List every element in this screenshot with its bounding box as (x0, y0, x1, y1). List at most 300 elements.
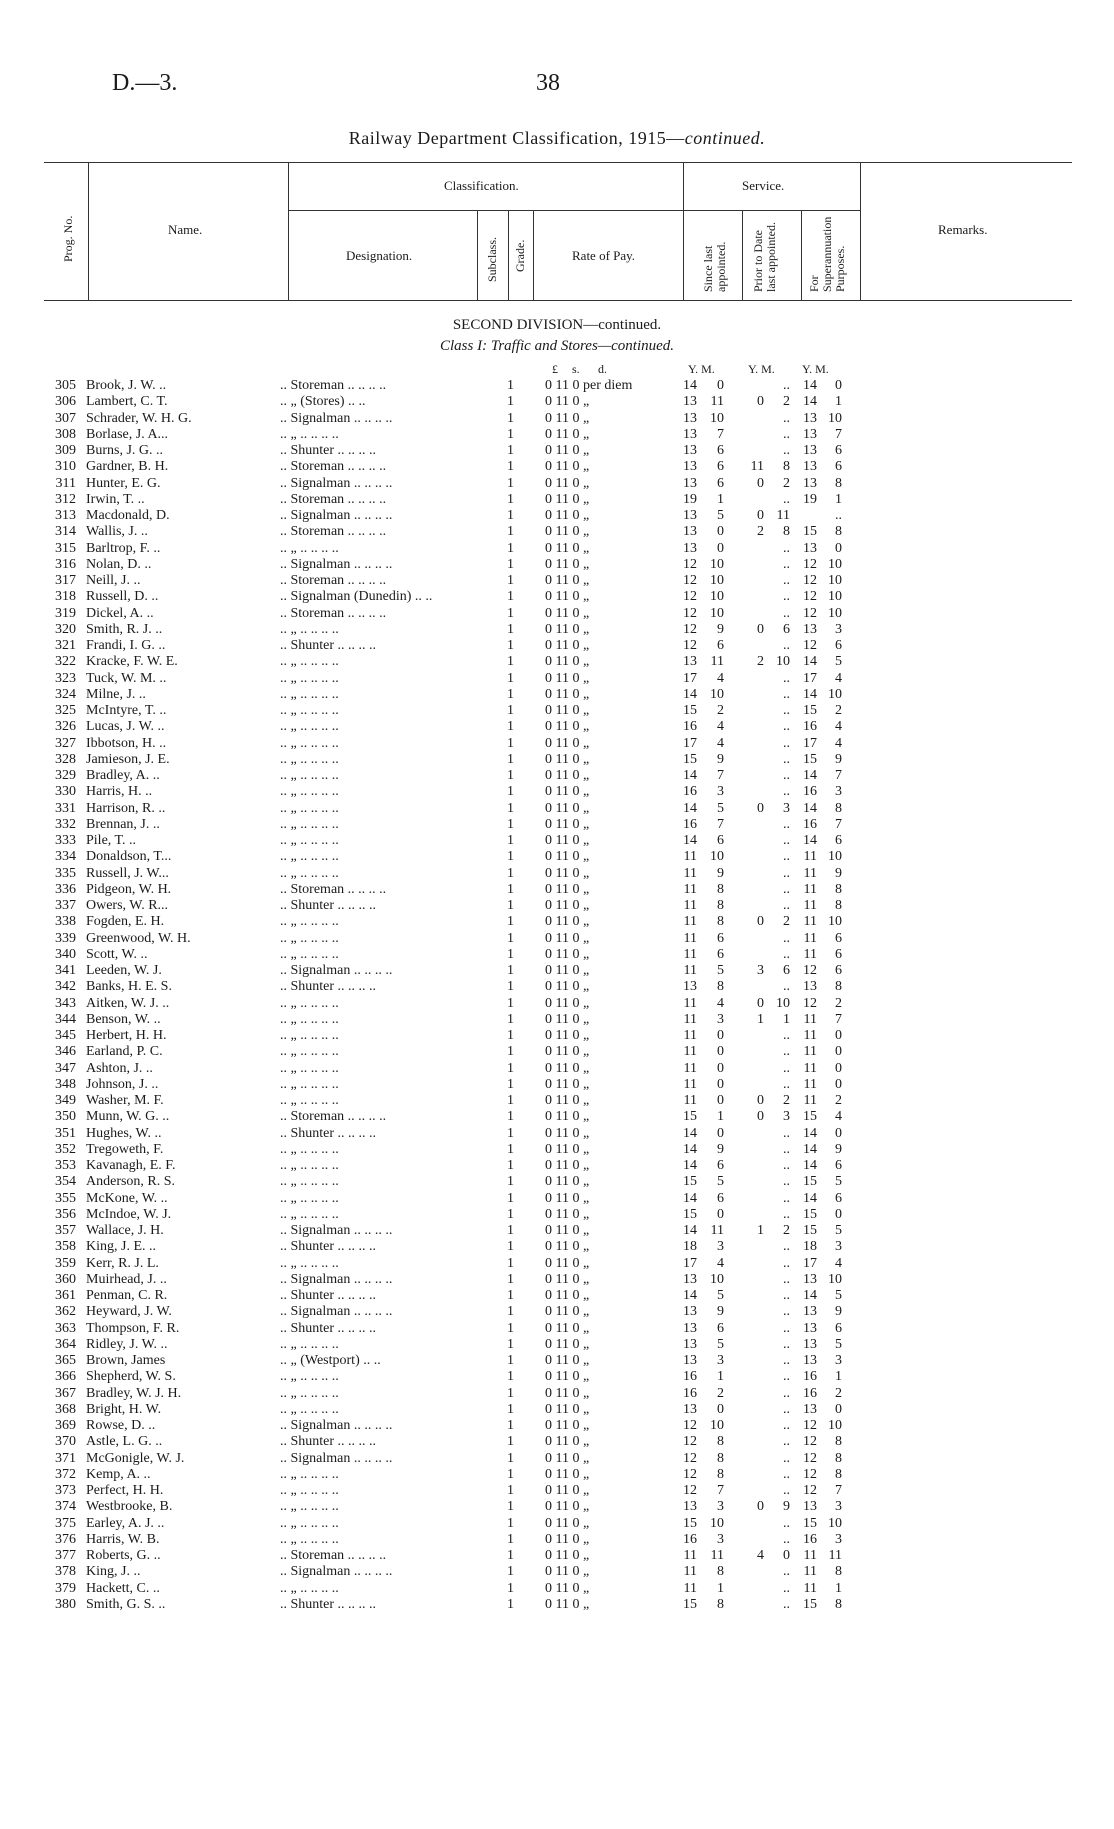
prog-no-cell: 339 (55, 930, 76, 946)
prog-no-cell: 343 (55, 995, 76, 1011)
name-cell: Barltrop, F. .. (86, 540, 161, 556)
name-cell: Kracke, F. W. E. (86, 654, 178, 670)
name-cell: Gardner, B. H. (86, 459, 169, 475)
grade-cell: 1 (507, 1353, 514, 1368)
grade-cell: 1 (507, 1060, 514, 1076)
prior-years-cell: 1 (757, 1223, 764, 1238)
grade-cell: 1 (507, 508, 514, 523)
prior-years-cell: 0 (757, 475, 764, 491)
since-months-cell: 8 (717, 881, 724, 897)
prior-months-cell: 2 (783, 475, 790, 491)
table-row (0, 1239, 1114, 1255)
prior-months-cell: 6 (783, 621, 790, 637)
name-cell: Hackett, C. .. (86, 1580, 160, 1596)
designation-cell: .. „ .. .. .. .. (280, 1028, 339, 1043)
since-months-cell: 8 (717, 1434, 724, 1450)
total-months-cell: 5 (835, 1223, 842, 1238)
prior-months-cell: .. (783, 703, 790, 718)
rate-cell: 0 11 0 „ (545, 1336, 590, 1352)
name-cell: Tregoweth, F. (86, 1141, 164, 1157)
header-top-rule (44, 162, 1072, 163)
designation-cell: .. „ .. .. .. .. (280, 849, 339, 865)
table-row (0, 508, 1114, 524)
prog-no-cell: 325 (55, 703, 76, 718)
since-years-cell: 16 (683, 1531, 697, 1547)
designation-cell: .. „ .. .. .. .. (280, 768, 339, 783)
prog-no-cell: 370 (55, 1434, 76, 1450)
table-row (0, 703, 1114, 719)
rate-cell: 0 11 0 „ (545, 1239, 590, 1255)
prog-no-cell: 371 (55, 1450, 76, 1466)
since-years-cell: 14 (683, 1125, 697, 1141)
total-months-cell: 4 (835, 719, 842, 735)
prog-no-cell: 313 (55, 508, 76, 523)
since-months-cell: 6 (717, 475, 724, 491)
prog-no-cell: 372 (55, 1466, 76, 1482)
prog-no-cell: 358 (55, 1239, 76, 1255)
designation-cell: .. „ .. .. .. .. (280, 621, 339, 637)
name-cell: Heyward, J. W. (86, 1304, 172, 1320)
grade-cell: 1 (507, 768, 514, 783)
grade-cell: 1 (507, 1385, 514, 1401)
grade-cell: 1 (507, 1255, 514, 1271)
prog-no-cell: 346 (55, 1044, 76, 1060)
grade-cell: 1 (507, 914, 514, 930)
prior-months-cell: .. (783, 686, 790, 702)
grade-cell: 1 (507, 719, 514, 735)
grade-cell: 1 (507, 849, 514, 865)
total-years-cell: 11 (803, 914, 817, 930)
prog-no-cell: 326 (55, 719, 76, 735)
since-years-cell: 14 (683, 1190, 697, 1206)
total-months-cell: 7 (835, 1011, 842, 1027)
prog-no-cell: 359 (55, 1255, 76, 1271)
grade-cell: 1 (507, 703, 514, 718)
designation-cell: .. „ .. .. .. .. (280, 816, 339, 832)
prior-years-cell: 0 (757, 914, 764, 930)
name-cell: McKone, W. .. (86, 1190, 168, 1206)
total-months-cell: 6 (835, 946, 842, 962)
since-years-cell: 13 (683, 443, 697, 458)
since-months-cell: 9 (717, 621, 724, 637)
total-months-cell: 8 (835, 475, 842, 491)
prior-months-cell: .. (783, 1353, 790, 1368)
name-cell: King, J. E. .. (86, 1239, 156, 1255)
table-row (0, 768, 1114, 784)
since-years-cell: 12 (683, 621, 697, 637)
table-row (0, 1418, 1114, 1434)
prior-months-cell: .. (783, 1206, 790, 1222)
table-row (0, 1126, 1114, 1142)
total-years-cell: 12 (803, 589, 817, 605)
rate-cell: 0 11 0 „ (545, 1466, 590, 1482)
rate-cell: 0 11 0 „ (545, 638, 590, 653)
table-row (0, 898, 1114, 914)
name-cell: McIntyre, T. .. (86, 703, 167, 718)
prior-months-cell: .. (783, 1369, 790, 1385)
table-row (0, 849, 1114, 865)
prior-months-cell: .. (783, 1336, 790, 1352)
prior-months-cell: .. (783, 1141, 790, 1157)
table-row (0, 947, 1114, 963)
total-years-cell: 16 (803, 1531, 817, 1547)
classification-table-body (0, 378, 1114, 1613)
prior-months-cell: 0 (783, 1548, 790, 1563)
designation-cell: .. „ .. .. .. .. (280, 1206, 339, 1222)
since-months-cell: 6 (717, 638, 724, 653)
name-cell: Lucas, J. W. .. (86, 719, 165, 735)
prior-months-cell: .. (783, 865, 790, 881)
prog-no-cell: 337 (55, 898, 76, 913)
table-row (0, 963, 1114, 979)
total-years-cell: 12 (803, 963, 817, 978)
table-row (0, 1369, 1114, 1385)
since-months-cell: 6 (717, 930, 724, 946)
prior-months-cell: 10 (776, 995, 790, 1011)
total-months-cell: 1 (835, 1580, 842, 1596)
total-months-cell: 7 (835, 1483, 842, 1498)
name-cell: Banks, H. E. S. (86, 979, 172, 995)
document-code: D.—3. (112, 70, 178, 96)
total-months-cell: 3 (835, 1353, 842, 1368)
table-row (0, 1337, 1114, 1353)
since-years-cell: 19 (683, 491, 697, 507)
rate-cell: 0 11 0 „ (545, 1369, 590, 1385)
total-months-cell: 8 (835, 979, 842, 995)
prior-months-cell: .. (783, 1385, 790, 1401)
prior-months-cell: .. (783, 638, 790, 653)
since-years-cell: 12 (683, 556, 697, 572)
designation-cell: .. Shunter .. .. .. .. (280, 638, 377, 653)
grade-cell: 1 (507, 1174, 514, 1190)
designation-cell: .. „ .. .. .. .. (280, 670, 339, 686)
prior-months-cell: .. (783, 1239, 790, 1255)
total-months-cell: 8 (835, 1596, 842, 1612)
rate-cell: 0 11 0 „ (545, 719, 590, 735)
total-years-cell: 13 (803, 1271, 817, 1287)
table-row (0, 752, 1114, 768)
since-months-cell: 1 (717, 1369, 724, 1385)
name-cell: Brown, James (86, 1353, 166, 1368)
prior-months-cell: .. (783, 556, 790, 572)
total-years-cell: 18 (803, 1239, 817, 1255)
since-years-cell: 14 (683, 1158, 697, 1173)
total-years-cell: 14 (803, 768, 817, 783)
table-row (0, 1109, 1114, 1125)
since-years-cell: 11 (683, 1028, 697, 1043)
since-years-cell: 11 (683, 1564, 697, 1580)
since-years-cell: 12 (683, 605, 697, 621)
designation-cell: .. „ .. .. .. .. (280, 540, 339, 556)
since-years-cell: 17 (683, 670, 697, 686)
rate-cell: 0 11 0 „ (545, 849, 590, 865)
grade-cell: 1 (507, 1158, 514, 1173)
since-years-cell: 12 (683, 1450, 697, 1466)
name-cell: Penman, C. R. (86, 1288, 168, 1303)
rate-cell: 0 11 0 „ (545, 1401, 590, 1417)
prior-months-cell: .. (783, 1125, 790, 1141)
designation-cell: .. Shunter .. .. .. .. (280, 1288, 377, 1303)
total-years-cell: 12 (803, 1483, 817, 1498)
prog-no-cell: 309 (55, 443, 76, 458)
total-years-cell: 16 (803, 1369, 817, 1385)
rate-cell: 0 11 0 „ (545, 1515, 590, 1531)
rate-cell: 0 11 0 „ (545, 459, 590, 475)
prog-no-cell: 365 (55, 1353, 76, 1368)
name-cell: Smith, R. J. .. (86, 621, 163, 637)
total-years-cell: 11 (803, 1564, 817, 1580)
designation-cell: .. „ .. .. .. .. (280, 1190, 339, 1206)
designation-cell: .. Signalman .. .. .. .. (280, 963, 393, 978)
total-years-cell: 13 (803, 979, 817, 995)
table-row (0, 1451, 1114, 1467)
designation-cell: .. „ .. .. .. .. (280, 1385, 339, 1401)
total-years-cell: 15 (803, 1515, 817, 1531)
since-months-cell: 9 (717, 751, 724, 767)
since-months-cell: 9 (717, 865, 724, 881)
grade-cell: 1 (507, 1125, 514, 1141)
rate-cell: 0 11 0 „ (545, 1028, 590, 1043)
designation-cell: .. „ .. .. .. .. (280, 833, 339, 848)
name-cell: Muirhead, J. .. (86, 1271, 167, 1287)
prog-no-cell: 314 (55, 524, 76, 540)
rate-cell: 0 11 0 „ (545, 735, 590, 751)
prior-years-cell: 4 (757, 1548, 764, 1563)
col-divider-name (288, 162, 289, 300)
since-years-cell: 13 (683, 1401, 697, 1417)
total-months-cell: 6 (835, 1158, 842, 1173)
prior-months-cell: .. (783, 833, 790, 848)
table-row (0, 1434, 1114, 1450)
total-years-cell: 13 (803, 426, 817, 442)
prog-no-cell: 331 (55, 800, 76, 816)
designation-cell: .. Shunter .. .. .. .. (280, 979, 377, 995)
designation-cell: .. „ .. .. .. .. (280, 1580, 339, 1596)
prog-no-cell: 354 (55, 1174, 76, 1190)
total-months-cell: 3 (835, 1499, 842, 1515)
grade-cell: 1 (507, 573, 514, 588)
since-years-cell: 11 (683, 1060, 697, 1076)
total-months-cell: 10 (828, 1271, 842, 1287)
rate-cell: 0 11 0 „ (545, 1076, 590, 1092)
since-months-cell: 8 (717, 979, 724, 995)
since-months-cell: 6 (717, 443, 724, 458)
name-cell: Rowse, D. .. (86, 1418, 156, 1433)
superannuation-header: For Superannuation Purposes. (807, 216, 847, 292)
rate-cell: 0 11 0 „ (545, 1320, 590, 1336)
rate-cell: 0 11 0 „ (545, 1255, 590, 1271)
total-months-cell: 10 (828, 410, 842, 426)
prior-months-cell: .. (783, 946, 790, 962)
rate-cell: 0 11 0 „ (545, 1531, 590, 1547)
name-cell: Thompson, F. R. (86, 1320, 180, 1336)
prior-months-cell: .. (783, 1304, 790, 1320)
total-months-cell: 10 (828, 605, 842, 621)
total-months-cell: 7 (835, 768, 842, 783)
prog-no-cell: 312 (55, 491, 76, 507)
total-months-cell: 6 (835, 930, 842, 946)
rate-cell: 0 11 0 „ (545, 995, 590, 1011)
grade-cell: 1 (507, 1223, 514, 1238)
prior-years-cell: 0 (757, 1093, 764, 1108)
name-cell: Tuck, W. M. .. (86, 670, 167, 686)
since-years-cell: 13 (683, 1353, 697, 1368)
total-months-cell: 8 (835, 1466, 842, 1482)
since-last-header: Since last appointed. (701, 241, 728, 292)
remarks-header: Remarks. (938, 222, 988, 237)
name-cell: Perfect, H. H. (86, 1483, 164, 1498)
prior-months-cell: 1 (783, 1011, 790, 1027)
rate-cell: 0 11 0 „ (545, 963, 590, 978)
prior-months-cell: .. (783, 1044, 790, 1060)
rate-cell: 0 11 0 „ (545, 1093, 590, 1108)
prior-years-cell: 0 (757, 1499, 764, 1515)
table-row (0, 1402, 1114, 1418)
grade-header: Grade. (513, 239, 527, 272)
total-years-cell: 14 (803, 1158, 817, 1173)
table-row (0, 573, 1114, 589)
table-row (0, 1223, 1114, 1239)
prior-months-cell: .. (783, 1320, 790, 1336)
rate-cell: 0 11 0 „ (545, 1385, 590, 1401)
since-months-cell: 3 (717, 784, 724, 800)
rate-cell: 0 11 0 „ (545, 394, 590, 410)
name-cell: Macdonald, D. (86, 508, 170, 523)
since-years-cell: 14 (683, 1288, 697, 1303)
since-years-cell: 16 (683, 784, 697, 800)
since-months-cell: 7 (717, 768, 724, 783)
grade-cell: 1 (507, 556, 514, 572)
designation-cell: .. „ .. .. .. .. (280, 686, 339, 702)
grade-cell: 1 (507, 475, 514, 491)
since-months-cell: 10 (710, 605, 724, 621)
name-cell: McIndoe, W. J. (86, 1206, 172, 1222)
since-years-cell: 13 (683, 1336, 697, 1352)
table-row (0, 817, 1114, 833)
designation-cell: .. „ .. .. .. .. (280, 995, 339, 1011)
table-row (0, 833, 1114, 849)
prior-months-cell: .. (783, 670, 790, 686)
total-months-cell: 6 (835, 833, 842, 848)
total-months-cell: 0 (835, 1206, 842, 1222)
prog-no-cell: 350 (55, 1109, 76, 1125)
grade-cell: 1 (507, 1434, 514, 1450)
title-continued: continued. (684, 128, 766, 148)
total-months-cell: 5 (835, 1288, 842, 1303)
grade-cell: 1 (507, 1239, 514, 1255)
prog-no-cell: 379 (55, 1580, 76, 1596)
col-divider-grade (533, 210, 534, 300)
prior-months-cell: .. (783, 605, 790, 621)
total-years-cell: 14 (803, 686, 817, 702)
total-years-cell: 13 (803, 540, 817, 556)
grade-cell: 1 (507, 1271, 514, 1287)
total-months-cell: 4 (835, 735, 842, 751)
since-years-cell: 15 (683, 1206, 697, 1222)
rate-cell: 0 11 0 „ (545, 410, 590, 426)
table-row (0, 1321, 1114, 1337)
prior-months-cell: .. (783, 1271, 790, 1287)
total-months-cell: 5 (835, 1174, 842, 1190)
total-months-cell: 8 (835, 1450, 842, 1466)
table-row (0, 524, 1114, 540)
since-months-cell: 9 (717, 1141, 724, 1157)
grade-cell: 1 (507, 621, 514, 637)
designation-cell: .. Storeman .. .. .. .. (280, 881, 387, 897)
designation-cell: .. Storeman .. .. .. .. (280, 573, 387, 588)
total-years-cell: 11 (803, 881, 817, 897)
total-years-cell: 11 (803, 1548, 817, 1563)
total-months-cell: 2 (835, 1385, 842, 1401)
total-months-cell: 10 (828, 686, 842, 702)
name-cell: Burns, J. G. .. (86, 443, 164, 458)
rate-cell: 0 11 0 „ (545, 1125, 590, 1141)
since-months-cell: 0 (717, 1044, 724, 1060)
since-years-cell: 11 (683, 1548, 697, 1563)
name-cell: Kemp, A. .. (86, 1466, 151, 1482)
prior-years-cell: 0 (757, 1109, 764, 1125)
total-years-cell: 13 (803, 1336, 817, 1352)
table-row (0, 866, 1114, 882)
table-row (0, 1044, 1114, 1060)
total-years-cell: 13 (803, 621, 817, 637)
name-cell: Washer, M. F. (86, 1093, 164, 1108)
name-cell: Frandi, I. G. .. (86, 638, 166, 653)
since-months-cell: 10 (710, 1418, 724, 1433)
table-row (0, 1077, 1114, 1093)
table-row (0, 1256, 1114, 1272)
prog-no-cell: 338 (55, 914, 76, 930)
name-cell: Bradley, A. .. (86, 768, 160, 783)
designation-cell: .. „ .. .. .. .. (280, 719, 339, 735)
prior-months-cell: .. (783, 979, 790, 995)
grade-cell: 1 (507, 1596, 514, 1612)
total-months-cell: 8 (835, 1434, 842, 1450)
name-cell: Smith, G. S. .. (86, 1596, 166, 1612)
prog-no-cell: 380 (55, 1596, 76, 1612)
rate-cell: 0 11 0 „ (545, 540, 590, 556)
total-years-cell: 14 (803, 1288, 817, 1303)
total-months-cell: 5 (835, 1336, 842, 1352)
table-row (0, 557, 1114, 573)
prog-no-cell: 329 (55, 768, 76, 783)
prog-no-cell: 328 (55, 751, 76, 767)
since-months-cell: 0 (717, 1093, 724, 1108)
prog-no-cell: 307 (55, 410, 76, 426)
designation-cell: .. Signalman .. .. .. .. (280, 410, 393, 426)
total-years-cell: 14 (803, 394, 817, 410)
designation-cell: .. Signalman .. .. .. .. (280, 1450, 393, 1466)
grade-cell: 1 (507, 394, 514, 410)
since-years-cell: 13 (683, 524, 697, 540)
rate-cell: 0 11 0 „ (545, 426, 590, 442)
table-row (0, 1532, 1114, 1548)
table-row (0, 1483, 1114, 1499)
prog-no-cell: 305 (55, 378, 76, 393)
total-years-cell: 16 (803, 784, 817, 800)
rate-of-pay-header: Rate of Pay. (572, 248, 636, 263)
prior-years-cell: 0 (757, 508, 764, 523)
prior-months-cell: .. (783, 1564, 790, 1580)
since-years-cell: 11 (683, 898, 697, 913)
total-years-cell: 13 (803, 1304, 817, 1320)
name-cell: Westbrooke, B. (86, 1499, 173, 1515)
since-months-cell: 10 (710, 686, 724, 702)
prior-months-cell: 3 (783, 1109, 790, 1125)
prior-months-cell: .. (783, 573, 790, 588)
since-years-cell: 12 (683, 573, 697, 588)
designation-cell: .. Signalman .. .. .. .. (280, 1223, 393, 1238)
